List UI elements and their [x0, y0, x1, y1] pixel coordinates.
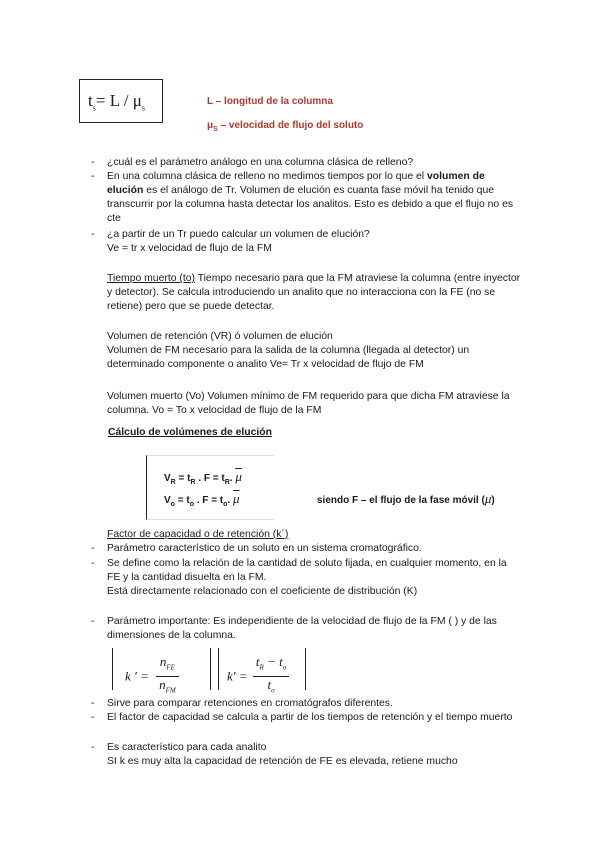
mu-symbol: μ — [484, 491, 492, 506]
capacity-formula-1: k ′ = $\frac{n_{FE}}{n_{FM}}$ — [112, 648, 211, 690]
legend-length: L – longitud de la columna — [207, 96, 333, 107]
bullet-text: En una columna clásica de relleno no medimos tiempos por lo que el volumen de elución es el análogo de Tr. Volumen de elución es cuanta fase móvil ha tenido que transcurrir por la columna hasta detectar los analitos. Esto es debido a que el flujo no es cte — [107, 171, 514, 224]
dash: - — [91, 698, 95, 709]
bullet-calc-capacity — [91, 711, 521, 725]
dash: - — [91, 616, 95, 627]
bullet-text: Parámetro importante: Es independiente de la velocidad de flujo de la FM ( ) y de las dimensiones de la columna. — [107, 616, 497, 641]
bullet-compare — [91, 697, 521, 711]
bullet-text: Se define como la relación de la cantidad de soluto fijada, en cualquier momento, en la FE y la cantidad disuelta en la FM. — [107, 558, 507, 583]
bullet-text-line2: Está directamente relacionado con el coeficiente de distribución (K) — [107, 586, 418, 597]
dead-time-body: Tiempo necesario para que la FM atraviese la columna (entre inyector y detector). Se calcula introduciendo un analito que no interacciona con la FE (no se retiene) pero que se puede detectar. — [107, 273, 521, 312]
dash: - — [91, 229, 95, 240]
elution-formula-box — [146, 455, 275, 520]
legend-velocity-text: – velocidad de flujo del soluto — [217, 120, 364, 131]
capacity-bullet-1 — [91, 542, 521, 556]
formula-t: t — [88, 91, 93, 110]
bullet-text: Es característico para cada analito — [107, 742, 267, 753]
elution-side-note: siendo F – el flujo de la fase móvil (μ) — [317, 491, 495, 506]
dash: - — [91, 543, 95, 554]
dead-time-title: Tiempo muerto (to) — [107, 273, 195, 284]
capacity-title: Factor de capacidad o de retención (k´) — [107, 529, 289, 540]
dash: - — [91, 558, 95, 569]
retention-volume-paragraph — [107, 330, 521, 372]
formula-rest: = L / — [95, 91, 133, 110]
bullet-text: Sirve para comparar retenciones en cromatógrafos diferentes. — [107, 698, 393, 709]
legend-velocity — [207, 119, 363, 137]
formula-t-sub: s — [92, 103, 96, 113]
mu-symbol: $\overline{\mu}$ — [235, 469, 242, 484]
mu-symbol: $\overline{\mu}$ — [232, 491, 240, 506]
bullet-text: Parámetro característico de un soluto en un sistema cromatográfico. — [107, 543, 422, 554]
dash: - — [91, 712, 95, 723]
bullet-text-line2: Ve = tr x velocidad de flujo de la FM — [107, 243, 272, 254]
legend-mu: μ — [207, 120, 214, 131]
dead-volume-paragraph: Volumen muerto (Vo) Volumen mínimo de FM requerido para que dicha FM atraviese la columna. Vo = To x velocidad de flujo de la FM — [107, 391, 510, 416]
retention-volume-body: Volumen de FM necesario para la salida de la columna (llegada al detector) un determinado componente o analito Ve= Tr x velocidad de flujo de FM — [107, 345, 470, 370]
bullet-text: ¿a partir de un Tr puedo calcular un volumen de elución? — [107, 229, 370, 240]
formula-mu-sub: s — [141, 103, 145, 113]
retention-volume-title: Volumen de retención (VR) ó volumen de elución — [107, 331, 333, 342]
bullet-text: El factor de capacidad se calcula a partir de los tiempos de retención y el tiempo muerto — [107, 712, 513, 723]
dead-time-paragraph — [107, 272, 521, 314]
bullet-text-line2: SI k es muy alta la capacidad de retención de FE es elevada, retiene mucho — [107, 756, 458, 767]
top-formula-box — [79, 79, 163, 123]
top-formula — [88, 91, 145, 118]
eq-vr: $V_R = t_R$ . $F = t_R$. $\overline{\mu}$ — [164, 469, 242, 486]
elution-section-title: Cálculo de volúmenes de elución — [108, 427, 272, 438]
eq-vo: $V_o = t_o$ . $F = t_o$. $\overline{\mu}$ — [164, 491, 240, 508]
dash: - — [91, 157, 95, 168]
bullet-text: ¿cuál es el parámetro análogo en una columna clásica de relleno? — [107, 157, 414, 168]
legend-mu-sub: S — [213, 126, 218, 133]
bullet-analog-parameter — [91, 156, 521, 170]
bullet-elution-volume — [91, 170, 521, 226]
capacity-bullet-3 — [91, 615, 521, 643]
bold-term: volumen de elución — [107, 171, 485, 196]
capacity-bullet-2 — [91, 557, 521, 599]
dash: - — [91, 171, 95, 182]
bullet-characteristic — [91, 741, 521, 769]
capacity-formula-2: k′ = $\frac{t_R - t_o}{t_o}$ — [218, 648, 306, 690]
bullet-calc-volume — [91, 228, 521, 256]
dash: - — [91, 742, 95, 753]
formula-mu: μ — [132, 91, 142, 110]
